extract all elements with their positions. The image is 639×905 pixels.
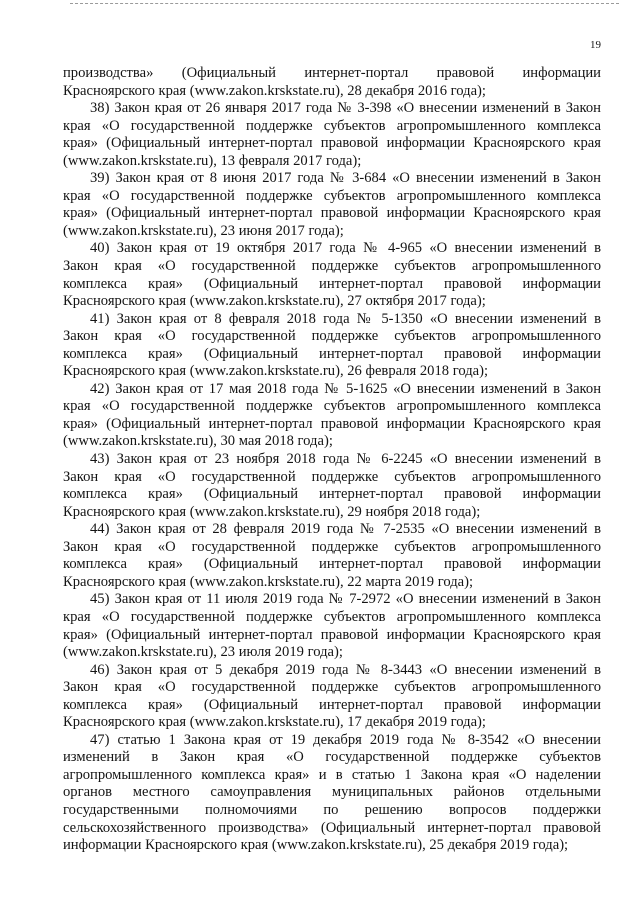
text-line: производства» (Официальный интернет-портал правовой информации: [63, 65, 601, 81]
text-line: (www.zakon.krskstate.ru), 13 февраля 2017 года);: [63, 152, 362, 169]
text-line: 45) Закон края от 11 июля 2019 года № 7-2972 «О внесении изменений в Закон: [90, 591, 601, 608]
text-line: Закон края «О государственной поддержке субъектов агропромышленного: [63, 328, 601, 345]
text-line: 44) Закон края от 28 февраля 2019 года № 7-2535 «О внесении изменений в: [90, 521, 601, 538]
text-line: сельскохозяйственного производства» (Официальный интернет-портал правовой: [63, 819, 601, 836]
text-line: края» (Официальный интернет-портал правовой информации Красноярского края: [63, 135, 601, 152]
text-line: государственными полномочиями по решению вопросов поддержки: [63, 801, 601, 818]
text-line: (www.zakon.krskstate.ru), 23 июня 2017 года);: [63, 222, 344, 239]
text-line: комплекса края» (Официальный интернет-портал правовой информации: [63, 486, 601, 503]
text-line: края «О государственной поддержке субъектов агропромышленного комплекса: [63, 398, 601, 415]
text-line: Красноярского края (www.zakon.krskstate.ru), 17 декабря 2019 года);: [63, 714, 486, 731]
text-line: комплекса края» (Официальный интернет-портал правовой информации: [63, 345, 601, 362]
text-line: информации Красноярского края (www.zakon.krskstate.ru), 25 декабря 2019 года);: [63, 837, 569, 854]
text-line: органов местного самоуправления муниципальных районов отдельными: [63, 784, 601, 801]
text-line: Красноярского края (www.zakon.krskstate.ru), 22 марта 2019 года);: [63, 573, 474, 590]
text-line: комплекса края» (Официальный интернет-портал правовой информации: [63, 696, 601, 713]
document-body: [63, 65, 601, 855]
text-line: края» (Официальный интернет-портал правовой информации Красноярского края: [63, 626, 601, 643]
top-scan-rule: [70, 3, 619, 4]
text-line: Закон края «О государственной поддержке субъектов агропромышленного: [63, 258, 601, 275]
text-line: Красноярского края (www.zakon.krskstate.ru), 28 декабря 2016 года);: [63, 82, 486, 99]
text-line: 46) Закон края от 5 декабря 2019 года № 8-3443 «О внесении изменений в: [90, 661, 601, 678]
text-line: 40) Закон края от 19 октября 2017 года № 4-965 «О внесении изменений в: [90, 240, 601, 257]
text-line: (www.zakon.krskstate.ru), 23 июля 2019 года);: [63, 644, 343, 661]
text-line: агропромышленного комплекса края» и в статью 1 Закона края «О наделении: [63, 766, 601, 783]
text-line: комплекса края» (Официальный интернет-портал правовой информации: [63, 275, 601, 292]
text-line: Закон края «О государственной поддержке субъектов агропромышленного: [63, 538, 601, 555]
text-line: края «О государственной поддержке субъектов агропромышленного комплекса: [63, 117, 601, 134]
text-line: края «О государственной поддержке субъектов агропромышленного комплекса: [63, 187, 601, 204]
text-line: изменений в Закон края «О государственной поддержке субъектов: [63, 749, 601, 766]
text-line: Закон края «О государственной поддержке субъектов агропромышленного: [63, 468, 601, 485]
text-line: (www.zakon.krskstate.ru), 30 мая 2018 года);: [63, 433, 333, 450]
text-line: 47) статью 1 Закона края от 19 декабря 2019 года № 8-3542 «О внесении: [90, 731, 601, 748]
page-number: 19: [590, 39, 601, 51]
text-line: Красноярского края (www.zakon.krskstate.ru), 26 февраля 2018 года);: [63, 363, 489, 380]
text-line: края» (Официальный интернет-портал правовой информации Красноярского края: [63, 205, 601, 222]
text-line: Красноярского края (www.zakon.krskstate.ru), 27 октября 2017 года);: [63, 293, 486, 310]
text-line: края» (Официальный интернет-портал правовой информации Красноярского края: [63, 415, 601, 432]
text-line: 41) Закон края от 8 февраля 2018 года № 5-1350 «О внесении изменений в: [90, 310, 601, 327]
text-line: Красноярского края (www.zakon.krskstate.ru), 29 ноября 2018 года);: [63, 503, 481, 520]
text-line: 39) Закон края от 8 июня 2017 года № 3-684 «О внесении изменений в Закон: [90, 170, 601, 187]
text-line: 43) Закон края от 23 ноября 2018 года № 6-2245 «О внесении изменений в: [90, 451, 601, 468]
text-line: 38) Закон края от 26 января 2017 года № 3-398 «О внесении изменений в Закон: [90, 100, 601, 117]
text-line: комплекса края» (Официальный интернет-портал правовой информации: [63, 556, 601, 573]
text-line: Закон края «О государственной поддержке субъектов агропромышленного: [63, 679, 601, 696]
text-line: края «О государственной поддержке субъектов агропромышленного комплекса: [63, 608, 601, 625]
text-line: 42) Закон края от 17 мая 2018 года № 5-1625 «О внесении изменений в Закон: [90, 380, 601, 397]
